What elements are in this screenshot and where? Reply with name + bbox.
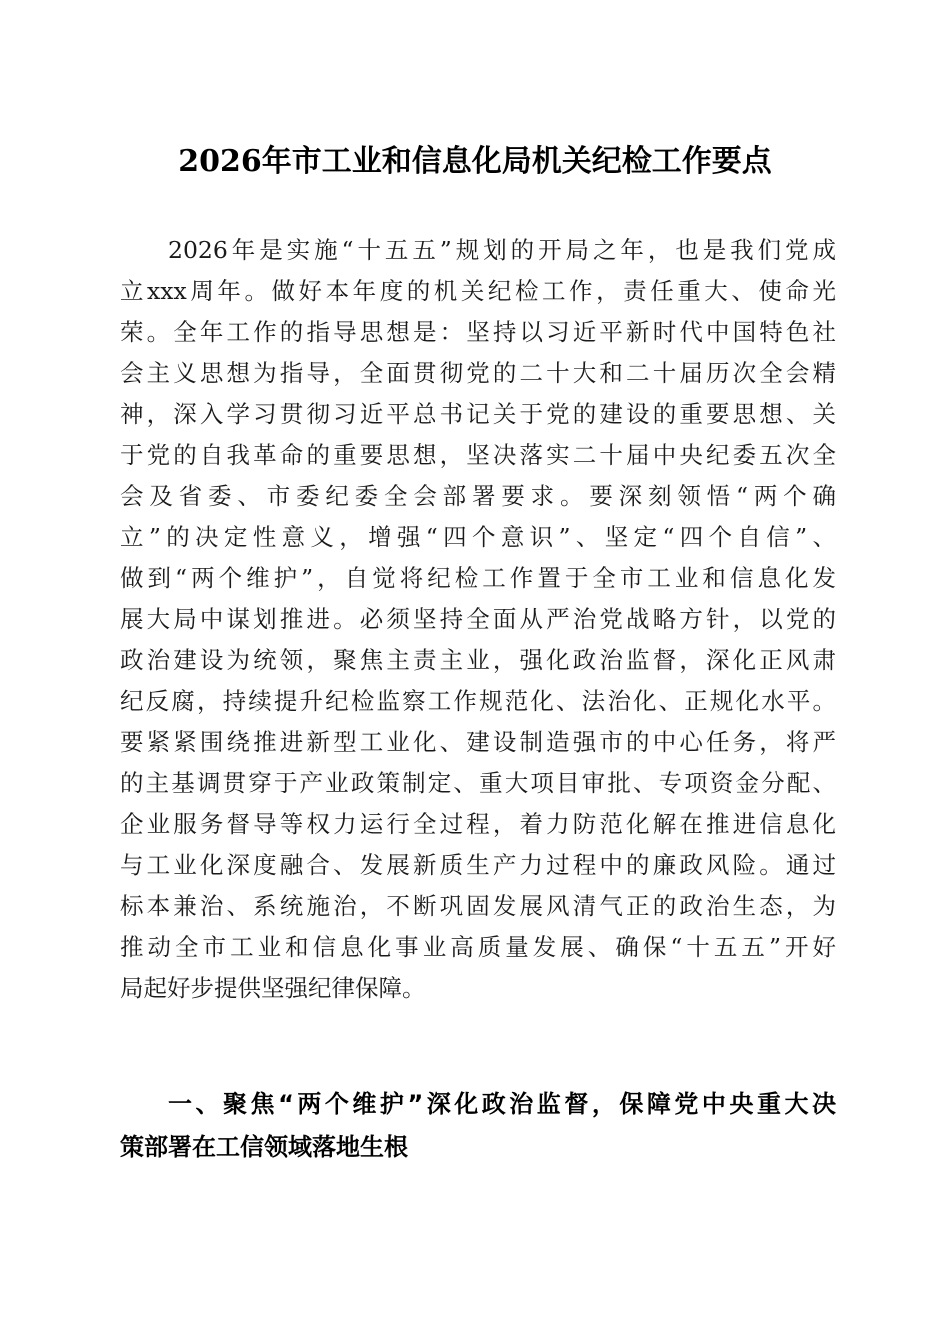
- section-1-heading: [120, 1083, 836, 1169]
- paragraph-line: 立xxx周年。做好本年度的机关纪检工作，责任重大、使命光: [120, 277, 836, 305]
- paragraph-line: 局起好步提供坚强纪律保障。: [120, 974, 426, 1002]
- paragraph-line: 立”的决定性意义，增强“四个意识”、坚定“四个自信”、: [120, 523, 836, 551]
- paragraph-line: 纪反腐，持续提升纪检监察工作规范化、法治化、正规化水平。: [120, 687, 836, 715]
- paragraph-line: 企业服务督导等权力运行全过程，着力防范化解在推进信息化: [120, 810, 836, 838]
- document-title: 2026年市工业和信息化局机关纪检工作要点: [178, 144, 772, 179]
- paragraph-line: 政治建设为统领，聚焦主责主业，强化政治监督，深化正风肃: [120, 646, 836, 674]
- paragraph-line: 荣。全年工作的指导思想是：坚持以习近平新时代中国特色社: [120, 318, 836, 346]
- paragraph-line: 于党的自我革命的重要思想，坚决落实二十届中央纪委五次全: [120, 441, 836, 469]
- paragraph-line: 会及省委、市委纪委全会部署要求。要深刻领悟“两个确: [120, 482, 836, 510]
- paragraph-line: 的主基调贯穿于产业政策制定、重大项目审批、专项资金分配、: [120, 769, 836, 797]
- paragraph-line: 展大局中谋划推进。必须坚持全面从严治党战略方针，以党的: [120, 605, 836, 633]
- paragraph-line: 神，深入学习贯彻习近平总书记关于党的建设的重要思想、关: [120, 400, 836, 428]
- paragraph-line: 要紧紧围绕推进新型工业化、建设制造强市的中心任务，将严: [120, 728, 836, 756]
- paragraph-line: 推动全市工业和信息化事业高质量发展、确保“十五五”开好: [120, 933, 836, 961]
- paragraph-line: 做到“两个维护”，自觉将纪检工作置于全市工业和信息化发: [120, 564, 836, 592]
- paragraph-line: 标本兼治、系统施治，不断巩固发展风清气正的政治生态，为: [120, 892, 836, 920]
- heading-line: 策部署在工信领域落地生根: [120, 1133, 408, 1161]
- heading-line: 一、聚焦“两个维护”深化政治监督，保障党中央重大决: [168, 1090, 836, 1118]
- paragraph-line: 与工业化深度融合、发展新质生产力过程中的廉政风险。通过: [120, 851, 836, 879]
- paragraph-line: 2026年是实施“十五五”规划的开局之年，也是我们党成: [168, 236, 836, 264]
- intro-paragraph: [120, 230, 836, 1009]
- paragraph-line: 会主义思想为指导，全面贯彻党的二十大和二十届历次全会精: [120, 359, 836, 387]
